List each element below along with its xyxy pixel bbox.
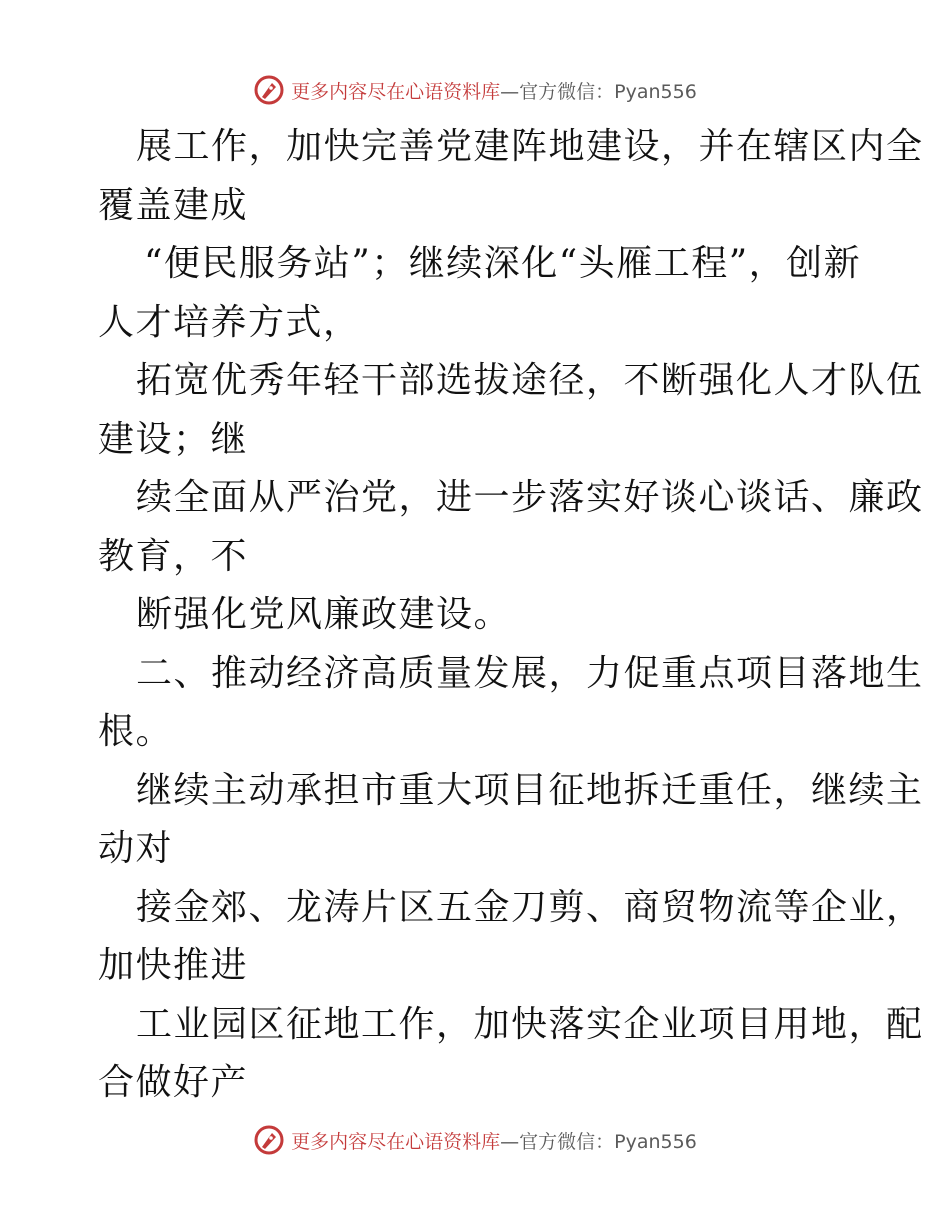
footer-watermark bbox=[0, 1122, 950, 1158]
text-line: 根。 bbox=[98, 711, 174, 752]
text-line: 教育，不 bbox=[98, 535, 249, 577]
section-heading: 二、推动经济高质量发展，力促重点项目落地生 bbox=[136, 652, 924, 694]
watermark-separator: — bbox=[500, 80, 520, 103]
text-line: 展工作，加快完善党建阵地建设，并在辖区内全 bbox=[136, 126, 924, 167]
watermark-brand: 更多内容尽在心语资料库 bbox=[291, 80, 501, 103]
watermark-brand: 更多内容尽在心语资料库 bbox=[291, 1130, 501, 1153]
document-body bbox=[98, 118, 924, 1113]
text-line: 拓宽优秀年轻干部选拔途径，不断强化人才队伍 bbox=[136, 360, 924, 401]
watermark-separator: — bbox=[500, 1130, 520, 1153]
text-line: 覆盖建成 bbox=[98, 184, 249, 226]
watermark-text bbox=[291, 1127, 697, 1154]
text-line: 续全面从严治党，进一步落实好谈心谈话、廉政 bbox=[136, 477, 924, 518]
text-line: 合做好产 bbox=[98, 1062, 249, 1103]
text-line: 动对 bbox=[98, 828, 174, 869]
pen-nib-logo-icon bbox=[253, 1124, 285, 1156]
text-line: 建设；继 bbox=[98, 418, 249, 460]
text-line: 继续主动承担市重大项目征地拆迁重任，继续主 bbox=[136, 769, 924, 811]
watermark-contact: 官方微信：Pyan556 bbox=[519, 1130, 697, 1153]
text-line: 工业园区征地工作，加快落实企业项目用地，配 bbox=[136, 1003, 924, 1045]
text-line: 断强化党风廉政建设。 bbox=[136, 594, 512, 635]
text-line: 加快推进 bbox=[98, 945, 249, 986]
pen-nib-logo-icon bbox=[253, 74, 285, 106]
watermark-contact: 官方微信：Pyan556 bbox=[519, 80, 697, 103]
text-line: 人才培养方式， bbox=[98, 301, 361, 343]
text-line: “便民服务站”；继续深化“头雁工程”，创新 bbox=[144, 243, 862, 284]
watermark-text bbox=[291, 77, 697, 104]
text-line: 接金郊、龙涛片区五金刀剪、商贸物流等企业， bbox=[136, 886, 924, 928]
header-watermark bbox=[0, 72, 950, 108]
